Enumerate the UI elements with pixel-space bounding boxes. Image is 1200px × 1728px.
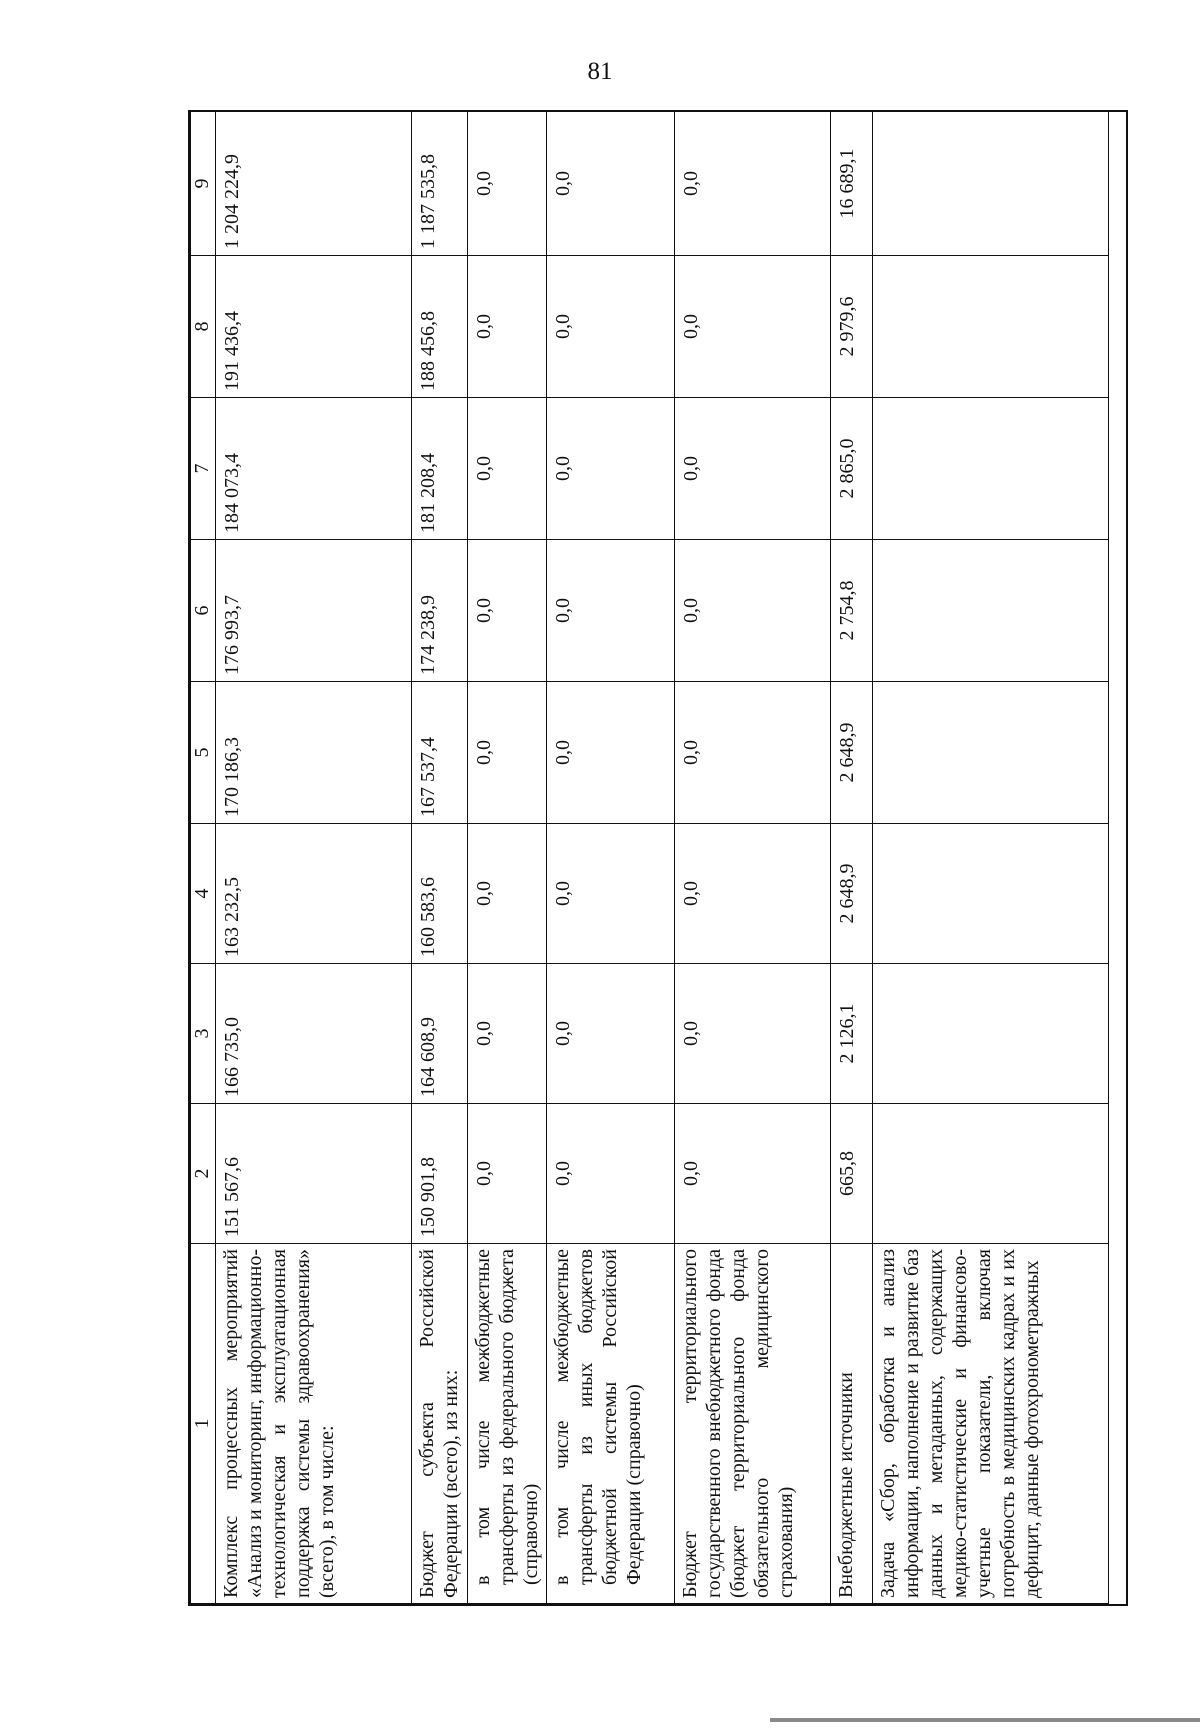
table-row [216, 112, 412, 1604]
table-cell: 0,0 [547, 398, 675, 540]
table-cell: 665,8 [831, 1104, 873, 1244]
budget-table-rotated [190, 112, 1126, 1604]
table-cell: 2 648,9 [831, 824, 873, 964]
table-row [873, 112, 1109, 1604]
col-header-6: 6 [191, 540, 216, 682]
table-cell: 0,0 [675, 1104, 831, 1244]
table-cell: 166 735,0 [216, 964, 412, 1104]
table-cell [873, 112, 1109, 256]
row-label: в том числе межбюджетные трансферты из иных бюджетов бюджетной системы Российской Федерации (справочно) [547, 1244, 675, 1604]
table-cell: 0,0 [675, 256, 831, 398]
budget-table [190, 111, 1109, 1604]
table-cell: 0,0 [468, 682, 547, 824]
table-cell [873, 256, 1109, 398]
table-cell: 0,0 [547, 824, 675, 964]
table-cell: 170 186,3 [216, 682, 412, 824]
table-cell: 150 901,8 [412, 1104, 468, 1244]
table-cell: 2 979,6 [831, 256, 873, 398]
col-header-8: 8 [191, 256, 216, 398]
table-cell [873, 1104, 1109, 1244]
table-cell: 176 993,7 [216, 540, 412, 682]
row-label: в том числе межбюджетные трансферты из федерального бюджета (справочно) [468, 1244, 547, 1604]
budget-table-frame [188, 110, 1128, 1606]
table-cell: 0,0 [547, 1104, 675, 1244]
table-cell: 0,0 [468, 112, 547, 256]
table-cell: 164 608,9 [412, 964, 468, 1104]
table-cell: 2 126,1 [831, 964, 873, 1104]
table-cell: 184 073,4 [216, 398, 412, 540]
table-cell: 0,0 [547, 682, 675, 824]
table-cell: 174 238,9 [412, 540, 468, 682]
table-cell: 16 689,1 [831, 112, 873, 256]
table-cell: 0,0 [468, 398, 547, 540]
table-row [468, 112, 547, 1604]
row-label: Задача «Сбор, обработка и анализ информации, наполнение и развитие баз данных и метаданных, содержащих медико-статистические и финансово-учетные показатели, включая потребность в медицинских кадрах и их дефицит, данные фотохронометражных [873, 1244, 1109, 1604]
table-row [412, 112, 468, 1604]
table-cell [873, 682, 1109, 824]
table-cell: 163 232,5 [216, 824, 412, 964]
table-cell: 0,0 [547, 256, 675, 398]
col-header-2: 2 [191, 1104, 216, 1244]
col-header-1: 1 [191, 1244, 216, 1604]
page-number: 81 [587, 58, 613, 85]
table-row [831, 112, 873, 1604]
table-cell: 1 204 224,9 [216, 112, 412, 256]
scan-edge-line [770, 1718, 1200, 1722]
table-cell: 0,0 [675, 824, 831, 964]
row-label: Бюджет субъекта Российской Федерации (всего), из них: [412, 1244, 468, 1604]
table-row [547, 112, 675, 1604]
col-header-7: 7 [191, 398, 216, 540]
table-cell: 188 456,8 [412, 256, 468, 398]
table-cell: 181 208,4 [412, 398, 468, 540]
table-cell: 0,0 [675, 398, 831, 540]
table-cell: 0,0 [547, 964, 675, 1104]
table-cell: 191 436,4 [216, 256, 412, 398]
table-cell [873, 398, 1109, 540]
table-cell [873, 540, 1109, 682]
row-label: Бюджет территориального государственного внебюджетного фонда (бюджет территориального фонда обязательного медицинского страхования) [675, 1244, 831, 1604]
table-cell [873, 964, 1109, 1104]
col-header-9: 9 [191, 112, 216, 256]
table-cell: 0,0 [468, 824, 547, 964]
table-cell: 2 865,0 [831, 398, 873, 540]
table-cell: 0,0 [468, 540, 547, 682]
table-cell: 151 567,6 [216, 1104, 412, 1244]
row-label: Внебюджетные источники [831, 1244, 873, 1604]
col-header-4: 4 [191, 824, 216, 964]
table-cell [873, 824, 1109, 964]
col-header-3: 3 [191, 964, 216, 1104]
row-label: Комплекс процессных мероприятий «Анализ и мониторинг, информационно-технологическая и эксплуатационная поддержка системы здравоохранения» (всего), в том числе: [216, 1244, 412, 1604]
col-header-5: 5 [191, 682, 216, 824]
table-cell: 0,0 [675, 682, 831, 824]
table-cell: 0,0 [468, 964, 547, 1104]
table-cell: 160 583,6 [412, 824, 468, 964]
table-cell: 0,0 [675, 112, 831, 256]
table-cell: 0,0 [675, 964, 831, 1104]
table-cell: 167 537,4 [412, 682, 468, 824]
table-cell: 0,0 [675, 540, 831, 682]
table-cell: 2 648,9 [831, 682, 873, 824]
table-cell: 0,0 [468, 256, 547, 398]
table-row [675, 112, 831, 1604]
table-cell: 2 754,8 [831, 540, 873, 682]
table-cell: 0,0 [547, 112, 675, 256]
table-cell: 1 187 535,8 [412, 112, 468, 256]
table-cell: 0,0 [468, 1104, 547, 1244]
table-cell: 0,0 [547, 540, 675, 682]
header-row [191, 112, 216, 1604]
